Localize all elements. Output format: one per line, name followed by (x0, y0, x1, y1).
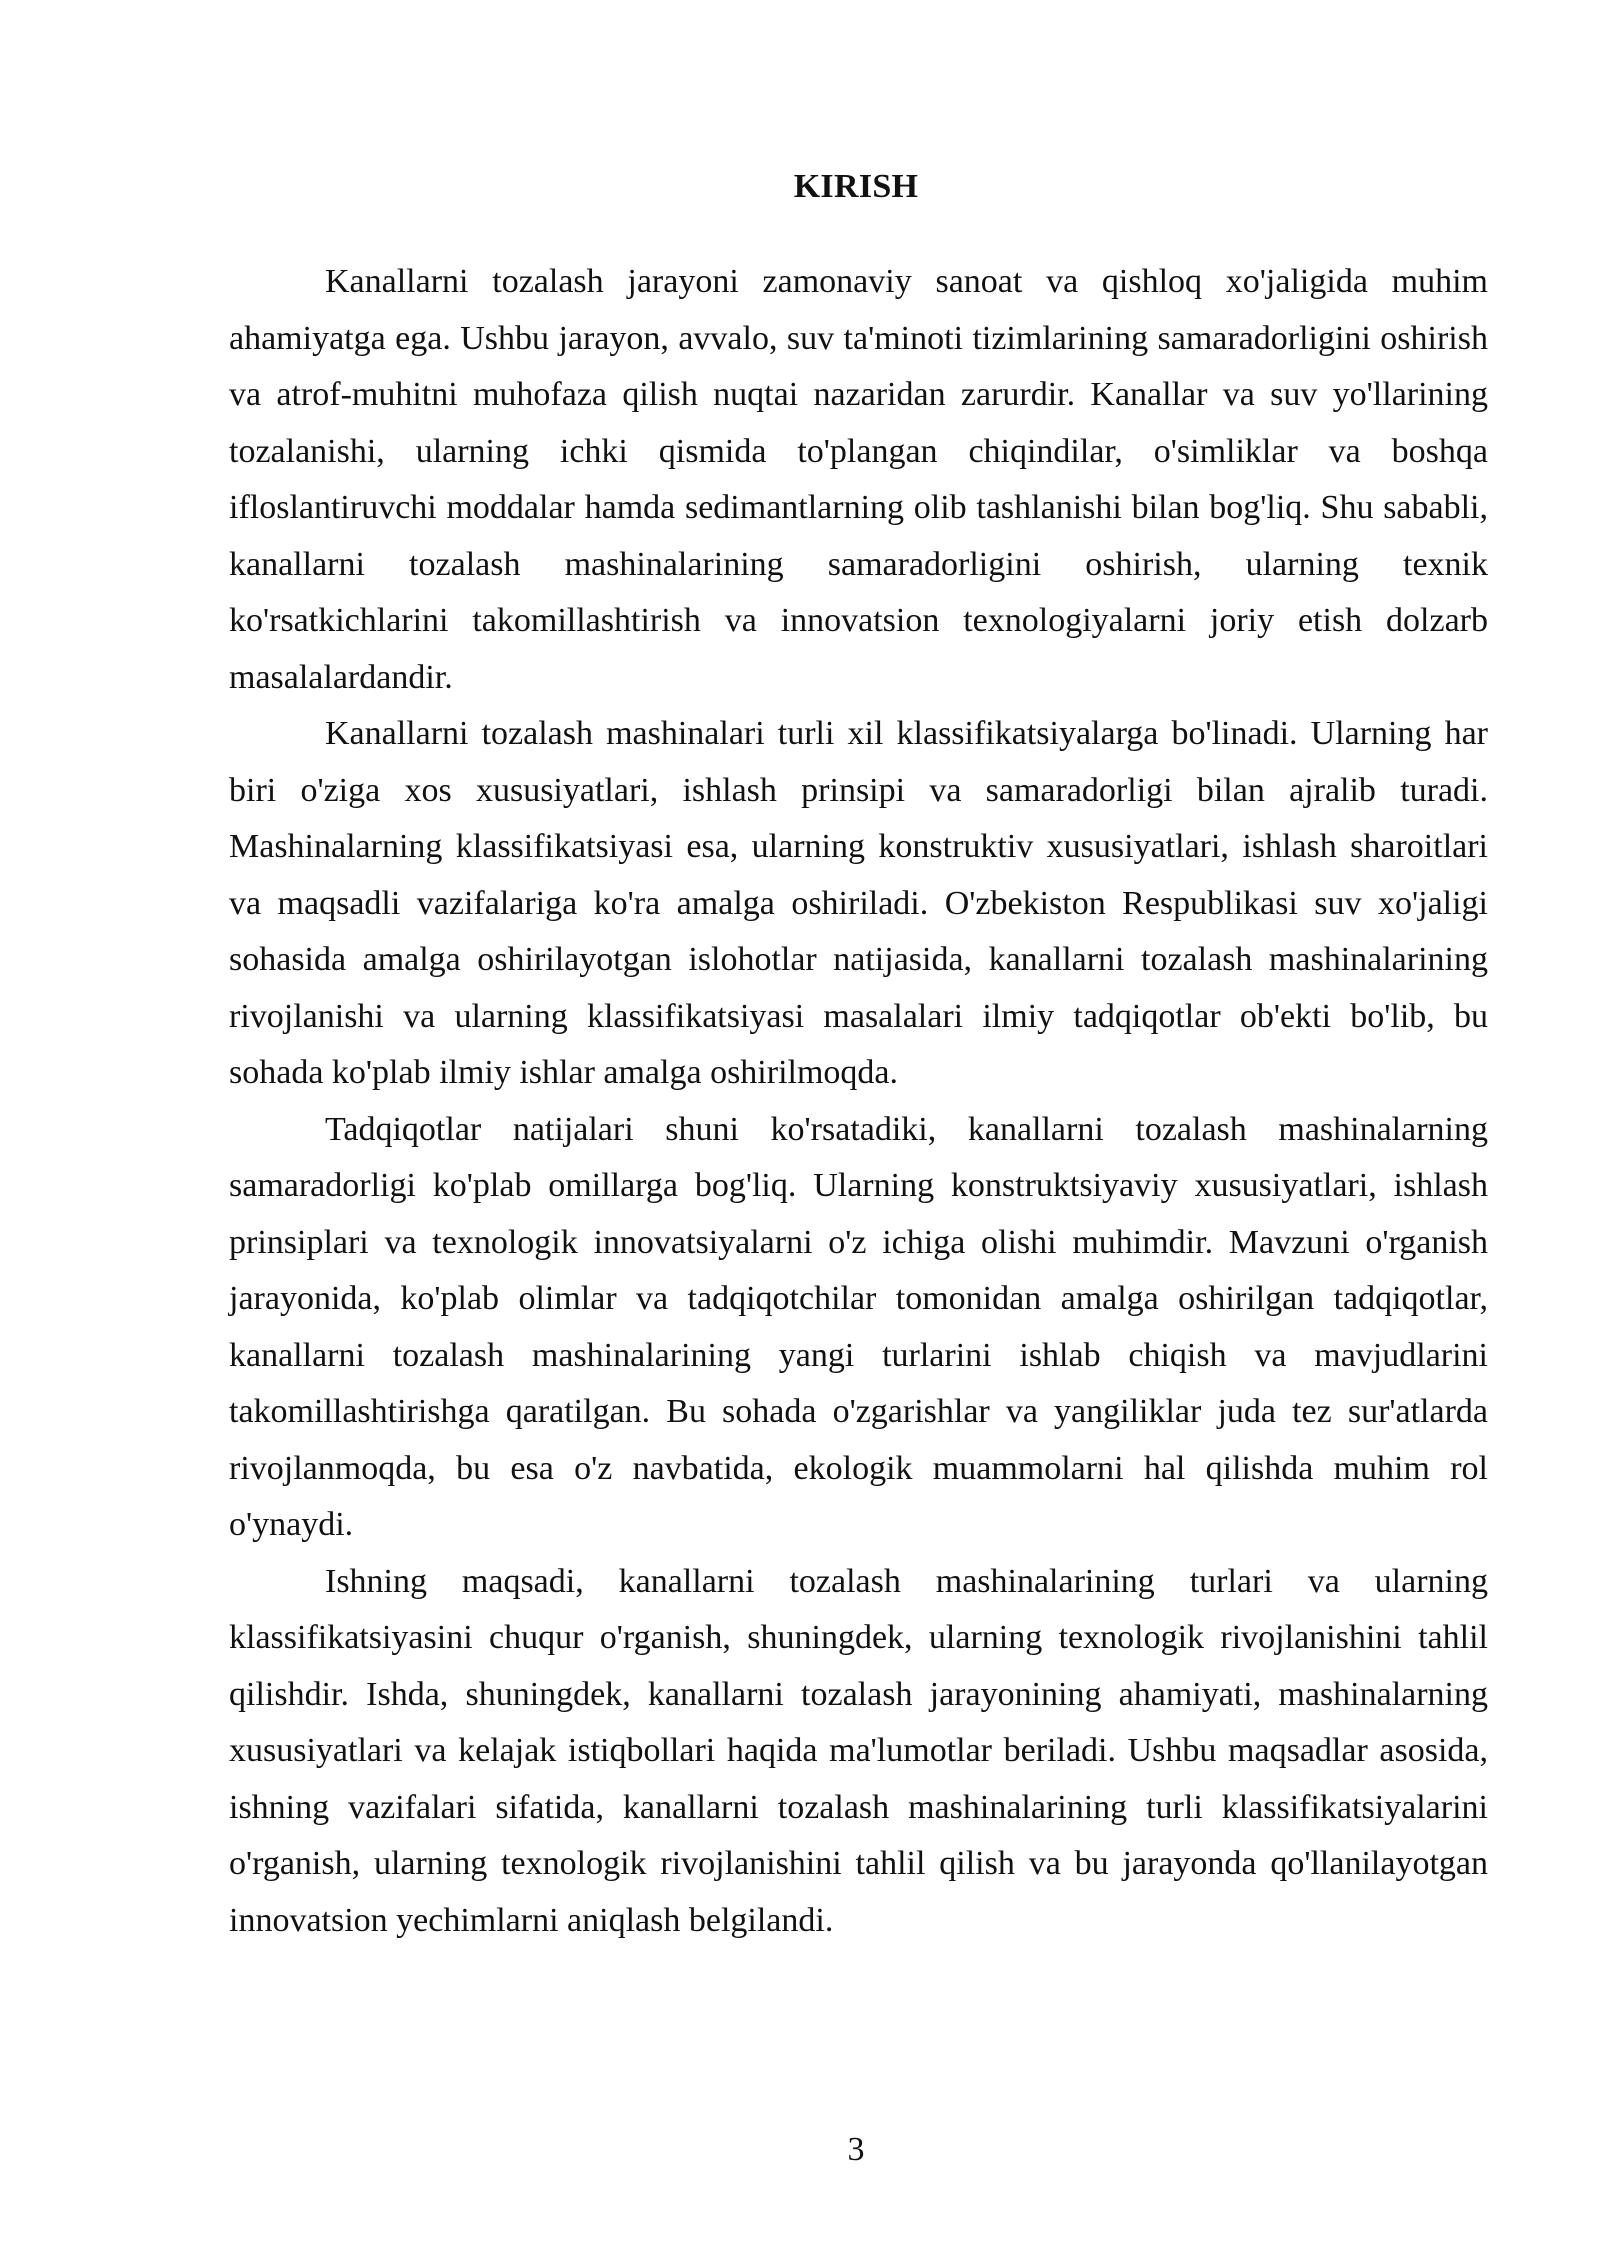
paragraph-3: Tadqiqotlar natijalari shuni ko'rsatadiki, kanallarni tozalash mashinalarning samaradorligi ko'plab omillarga bog'liq. Ularning konstruktsiyaviy xususiyatlari, ishlash prinsiplari va texnologik innovatsiyalarni o'z ichiga olishi muhimdir. Mavzuni o'rganish jarayonida, ko'plab olimlar va tadqiqotchilar tomonidan amalga oshirilgan tadqiqotlar, kanallarni tozalash mashinalarining yangi turlarini ishlab chiqish va mavjudlarini takomillashtirishga qaratilgan. Bu sohada o'zgarishlar va yangiliklar juda tez sur'atlarda rivojlanmoqda, bu esa o'z navbatida, ekologik muammolarni hal qilishda muhim rol o'ynaydi. (229, 1110, 1488, 1543)
page-number: 3 (847, 2131, 865, 2168)
section-title: KIRISH (793, 168, 919, 205)
paragraph-2: Kanallarni tozalash mashinalari turli xil klassifikatsiyalarga bo'linadi. Ularning har biri o'ziga xos xususiyatlari, ishlash prinsipi va samaradorligi bilan ajralib turadi. Mashinalarning klassifikatsiyasi esa, ularning konstruktiv xususiyatlari, ishlash sharoitlari va maqsadli vazifalariga ko'ra amalga oshiriladi. O'zbekiston Respublikasi suv xo'jaligi sohasida amalga oshirilayotgan islohotlar natijasida, kanallarni tozalash mashinalarining rivojlanishi va ularning klassifikatsiyasi masalalari ilmiy tadqiqotlar ob'ekti bo'lib, bu sohada ko'plab ilmiy ishlar amalga oshirilmoqda. (229, 715, 1488, 1091)
paragraph-4: Ishning maqsadi, kanallarni tozalash mashinalarining turlari va ularning klassifikatsiyasini chuqur o'rganish, shuningdek, ularning texnologik rivojlanishini tahlil qilishdir. Ishda, shuningdek, kanallarni tozalash jarayonining ahamiyati, mashinalarning xususiyatlari va kelajak istiqbollari haqida ma'lumotlar beriladi. Ushbu maqsadlar asosida, ishning vazifalari sifatida, kanallarni tozalash mashinalarining turli klassifikatsiyalarini o'rganish, ularning texnologik rivojlanishini tahlil qilish va bu jarayonda qo'llanilayotgan innovatsion yechimlarni aniqlash belgilandi. (229, 1562, 1488, 1939)
paragraph-1: Kanallarni tozalash jarayoni zamonaviy sanoat va qishloq xo'jaligida muhim ahamiyatga ega. Ushbu jarayon, avvalo, suv ta'minoti tizimlarining samaradorligini oshirish va atrof-muhitni muhofaza qilish nuqtai nazaridan zarurdir. Kanallar va suv yo'llarining tozalanishi, ularning ichki qismida to'plangan chiqindilar, o'simliklar va boshqa ifloslantiruvchi moddalar hamda sedimantlarning olib tashlanishi bilan bog'liq. Shu sababli, kanallarni tozalash mashinalarining samaradorligini oshirish, ularning texnik ko'rsatkichlarini takomillashtirish va innovatsion texnologiyalarni joriy etish dolzarb masalalardandir. (229, 263, 1488, 696)
body-text (229, 254, 1488, 1949)
